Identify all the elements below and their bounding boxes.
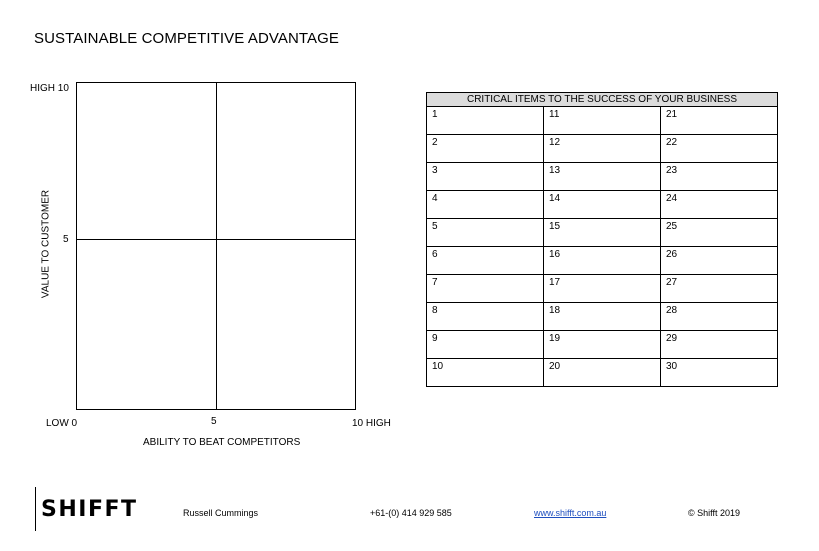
item-cell[interactable]: 25 (661, 219, 778, 247)
item-cell[interactable]: 7 (427, 275, 544, 303)
critical-items-table (426, 92, 778, 387)
item-cell[interactable]: 4 (427, 191, 544, 219)
y-axis-title: VALUE TO CUSTOMER (40, 189, 52, 299)
table-row (427, 247, 778, 275)
item-cell[interactable]: 15 (544, 219, 661, 247)
item-cell[interactable]: 8 (427, 303, 544, 331)
footer-phone: +61-(0) 414 929 585 (370, 508, 452, 518)
table-row (427, 359, 778, 387)
item-cell[interactable]: 29 (661, 331, 778, 359)
item-cell[interactable]: 6 (427, 247, 544, 275)
table-row (427, 303, 778, 331)
x-axis-title: ABILITY TO BEAT COMPETITORS (143, 437, 301, 448)
x-axis-mid-label: 5 (211, 416, 217, 427)
table-row (427, 219, 778, 247)
advantage-matrix (76, 82, 356, 410)
item-cell[interactable]: 11 (544, 107, 661, 135)
footer-copyright: © Shifft 2019 (688, 508, 741, 518)
item-cell[interactable]: 12 (544, 135, 661, 163)
footer-contact-name: Russell Cummings (183, 508, 259, 518)
critical-items-body (427, 107, 778, 387)
y-axis-high-label: HIGH 10 (30, 83, 69, 94)
matrix-horizontal-divider (77, 239, 355, 240)
shifft-logo: SHIFFT (41, 497, 138, 522)
item-cell[interactable]: 21 (661, 107, 778, 135)
item-cell[interactable]: 27 (661, 275, 778, 303)
footer-divider (35, 487, 36, 531)
table-row (427, 107, 778, 135)
table-row (427, 331, 778, 359)
item-cell[interactable]: 16 (544, 247, 661, 275)
item-cell[interactable]: 10 (427, 359, 544, 387)
item-cell[interactable]: 23 (661, 163, 778, 191)
item-cell[interactable]: 1 (427, 107, 544, 135)
item-cell[interactable]: 22 (661, 135, 778, 163)
item-cell[interactable]: 9 (427, 331, 544, 359)
axis-origin-label: LOW 0 (46, 418, 78, 429)
footer-website-link[interactable]: www.shifft.com.au (534, 508, 607, 518)
critical-items-header: CRITICAL ITEMS TO THE SUCCESS OF YOUR BUSINESS (427, 93, 778, 107)
page-title: SUSTAINABLE COMPETITIVE ADVANTAGE (34, 30, 340, 47)
item-cell[interactable]: 28 (661, 303, 778, 331)
item-cell[interactable]: 24 (661, 191, 778, 219)
item-cell[interactable]: 5 (427, 219, 544, 247)
x-axis-high-label: 10 HIGH (352, 418, 391, 429)
item-cell[interactable]: 30 (661, 359, 778, 387)
table-row (427, 191, 778, 219)
item-cell[interactable]: 19 (544, 331, 661, 359)
table-row (427, 163, 778, 191)
item-cell[interactable]: 18 (544, 303, 661, 331)
item-cell[interactable]: 17 (544, 275, 661, 303)
item-cell[interactable]: 26 (661, 247, 778, 275)
item-cell[interactable]: 13 (544, 163, 661, 191)
table-row (427, 275, 778, 303)
table-row (427, 135, 778, 163)
y-axis-mid-label: 5 (63, 234, 69, 245)
item-cell[interactable]: 14 (544, 191, 661, 219)
matrix-vertical-divider (216, 83, 217, 409)
item-cell[interactable]: 3 (427, 163, 544, 191)
item-cell[interactable]: 2 (427, 135, 544, 163)
item-cell[interactable]: 20 (544, 359, 661, 387)
